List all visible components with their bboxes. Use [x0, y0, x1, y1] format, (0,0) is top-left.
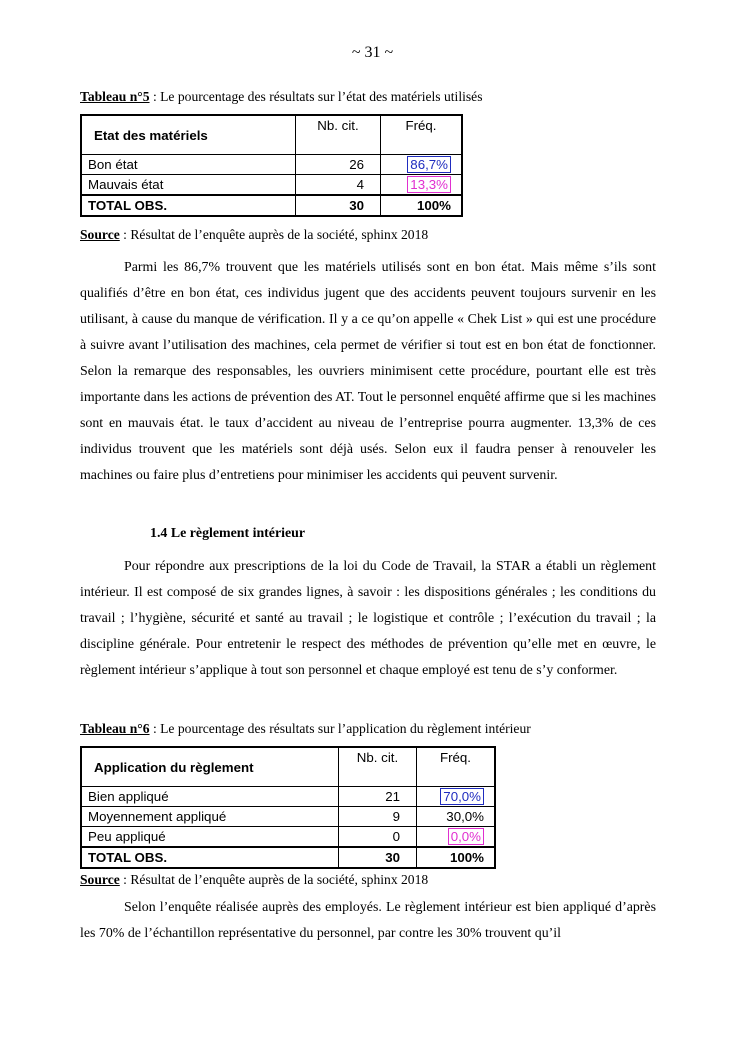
table5-row-label: Mauvais état [81, 175, 296, 196]
paragraph-enquete: Selon l’enquête réalisée auprès des employés. Le règlement intérieur est bien appliqué d’après les 70% de l’échantillon représentative du personnel, par contre les 30% trouvent qu’il [80, 900, 656, 941]
table5-row-count: 26 [296, 155, 381, 175]
table6-row-label: Moyennement appliqué [81, 807, 339, 827]
table6-header-count: Nb. cit. [339, 747, 417, 787]
table6-total-count: 30 [339, 847, 417, 868]
table6 [80, 746, 496, 869]
table5-caption-text: : Le pourcentage des résultats sur l’état des matériels utilisés [149, 89, 483, 104]
table6-caption-label: Tableau n°6 [80, 721, 150, 736]
table6-total-freq: 100% [417, 847, 496, 868]
table6-caption-text: : Le pourcentage des résultats sur l’application du règlement intérieur [149, 721, 531, 736]
table5-source-label: Source [80, 227, 120, 242]
paragraph-reglement: Pour répondre aux prescriptions de la loi du Code de Travail, la STAR a établi un règlement intérieur. Il est composé de six grandes lignes, à savoir : les dispositions générales ; les conditions du travail ; l’hygiène, sécurité et santé au travail ; le logistique et contrôle ; l’exécution du travail ; la discipline générale. Pour entretenir le respect des méthodes de prévention qu’elle met en œuvre, le règlement intérieur s’applique à tout son personnel et chaque employé est tenu de s’y conformer. [80, 559, 656, 678]
table-row [81, 847, 495, 868]
table5-header-count: Nb. cit. [296, 115, 381, 155]
table6-caption [80, 721, 531, 737]
table5-header-freq: Fréq. [381, 115, 463, 155]
table5-row-freq: 13,3% [407, 176, 451, 193]
table6-row-freq: 30,0% [417, 807, 496, 827]
table-row [81, 175, 462, 196]
table5-row-freq: 86,7% [407, 156, 451, 173]
table5-total-freq: 100% [381, 195, 463, 216]
table6-header-label: Application du règlement [81, 747, 339, 787]
table6-source [80, 872, 428, 888]
table6-header-freq: Fréq. [417, 747, 496, 787]
table5-caption [80, 89, 483, 105]
paragraph-materiels: Parmi les 86,7% trouvent que les matériels utilisés sont en bon état. Mais même s’ils sont qualifiés d’être en bon état, ces individus jugent que des accidents peuvent toujours survenir en les utilisant, à cause du manque de vérification. Il y a ce qu’on appelle « Chek List » qui est une procédure à suivre avant l’utilisation des machines, cela permet de vérifier si tout est en bon état de fonctionner. Selon la remarque des responsables, les ouvriers minimisent cette procédure, pourtant elle est très importante dans les actions de prévention des AT. Tout le personnel enquêté affirme que si les machines sont en mauvais état. le taux d’accident au niveau de l’entreprise pourra augmenter. 13,3% de ces individus trouvent que les matériels sont déjà usés. Selon eux il faudra penser à renouveler les machines ou faire plus d’entretiens pour minimiser les accidents qui peuvent survenir. [80, 260, 656, 483]
table6-source-text: : Résultat de l’enquête auprès de la société, sphinx 2018 [119, 872, 429, 887]
table5-header-label: Etat des matériels [81, 115, 296, 155]
table6-row-label: Bien appliqué [81, 787, 339, 807]
table6-row-count: 9 [339, 807, 417, 827]
table-row [81, 827, 495, 848]
table6-row-label: Peu appliqué [81, 827, 339, 848]
table-row [81, 787, 495, 807]
page-number: ~ 31 ~ [351, 44, 394, 61]
section-heading: 1.4 Le règlement intérieur [150, 526, 306, 541]
table5 [80, 114, 463, 217]
table6-row-freq: 0,0% [448, 828, 484, 845]
table-row [81, 807, 495, 827]
table5-caption-label: Tableau n°5 [80, 89, 150, 104]
table6-row-freq: 70,0% [440, 788, 484, 805]
table6-total-label: TOTAL OBS. [81, 847, 339, 868]
table-row [81, 155, 462, 175]
table6-source-label: Source [80, 872, 120, 887]
table5-source [80, 227, 428, 243]
table6-row-count: 21 [339, 787, 417, 807]
table-row [81, 195, 462, 216]
table5-total-count: 30 [296, 195, 381, 216]
table6-row-count: 0 [339, 827, 417, 848]
table5-row-label: Bon état [81, 155, 296, 175]
table5-source-text: : Résultat de l’enquête auprès de la société, sphinx 2018 [119, 227, 429, 242]
table5-total-label: TOTAL OBS. [81, 195, 296, 216]
table5-row-count: 4 [296, 175, 381, 196]
